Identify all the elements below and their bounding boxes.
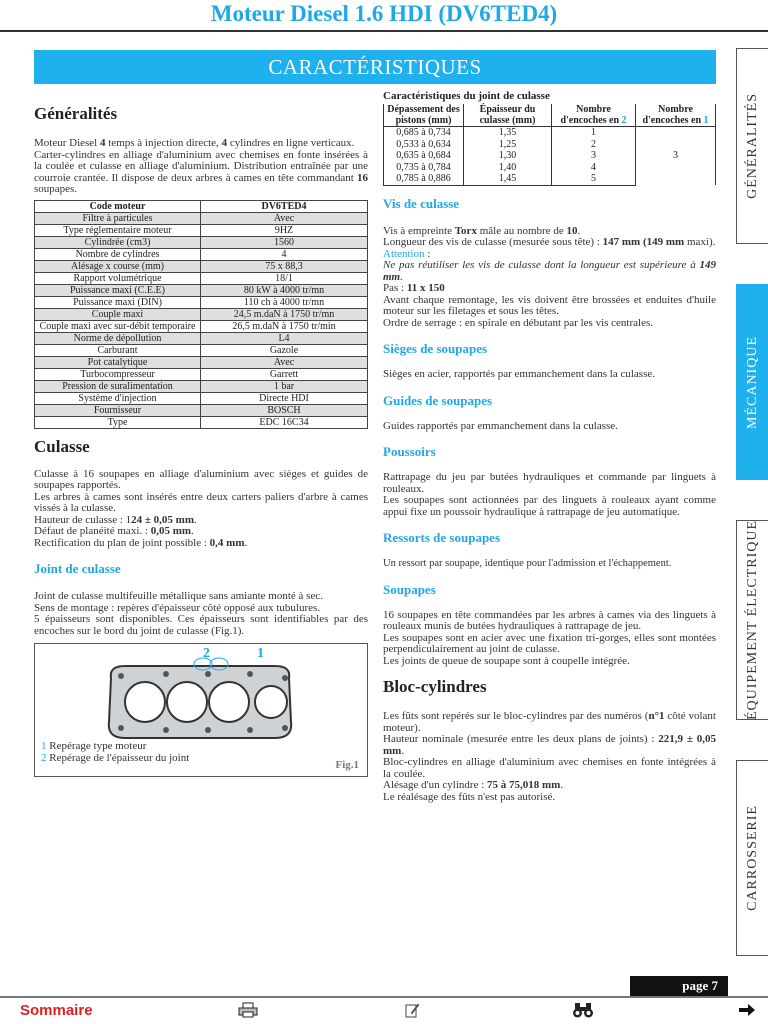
figure-1: [34, 643, 368, 777]
vis-attention: Attention :: [383, 247, 431, 260]
vis-paragraph-6: Ordre de serrage : en spirale en débutant par les vis centrales.: [383, 316, 653, 329]
spec-value: 75 x 88,3: [201, 260, 368, 272]
side-tab-generalites[interactable]: [736, 48, 768, 244]
figure-label: Fig.1: [335, 759, 359, 771]
joint-cell: 0,685 à 0,734: [384, 127, 464, 139]
spec-value: 4: [201, 248, 368, 260]
table-row: [35, 224, 368, 236]
table-row: [35, 404, 368, 416]
spec-key: Pot catalytique: [35, 356, 201, 368]
joint-paragraph-3: 5 épaisseurs sont disponibles. Ces épaisseurs sont identifiables par des encoches sur le bord du joint de culasse (Fig.1).: [34, 613, 368, 637]
joint-col-epaisseur: Épaisseur du culasse (mm): [464, 104, 552, 127]
poussoirs-paragraph-1: Rattrapage du jeu par butées hydrauliques et commande par linguets à rouleaux.: [383, 471, 716, 495]
spec-key: Pression de suralimentation: [35, 380, 201, 392]
bloc-paragraph-3: Bloc-cylindres en alliage d'aluminium avec chemises en fonte intégrées à la coulée.: [383, 756, 716, 780]
table-row: [35, 368, 368, 380]
table-row: [35, 392, 368, 404]
joint-cell: 0,785 à 0,886: [384, 173, 464, 185]
side-tab-mecanique[interactable]: [736, 284, 768, 480]
table-row: [35, 344, 368, 356]
joint-cell-encoches-1: 3: [636, 127, 716, 186]
side-tab-label: GÉNÉRALITÉS: [744, 93, 760, 199]
left-column: [34, 100, 368, 777]
joint-col-depassement: Dépassement des pistons (mm): [384, 104, 464, 127]
footer-rule: [0, 996, 768, 998]
sieges-heading: Sièges de soupapes: [383, 341, 488, 356]
poussoirs-heading: Poussoirs: [383, 444, 436, 459]
culasse-heading: Culasse: [34, 436, 90, 456]
bloc-paragraph-1: Les fûts sont repérés sur le bloc-cylindres par des numéros (n°1 côté volant moteur).: [383, 710, 716, 734]
spec-value: 1 bar: [201, 380, 368, 392]
generalites-paragraph-2: Carter-cylindres en alliage d'aluminium avec chemises en fonte insérées à la coulée et culasse en alliage d'aluminium. Distribution entraînée par une courroie crantée. Il dispose de deux arbres à cames en tête commandant 16 soupapes.: [34, 148, 368, 195]
next-arrow-icon: [738, 1003, 756, 1017]
vis-paragraph-1: Vis à empreinte Torx mâle au nombre de 10.: [383, 224, 581, 237]
generalites-paragraph-1: Moteur Diesel 4 temps à injection directe, 4 cylindres en ligne verticaux.: [34, 137, 355, 149]
table-row: [35, 284, 368, 296]
spec-value: Garrett: [201, 368, 368, 380]
figure-caption: 1 Repérage type moteur 2 Repérage de l'épaisseur du joint: [41, 740, 190, 764]
culasse-flatness: Défaut de planéité maxi. : 0,05 mm.: [34, 525, 194, 537]
joint-table-title: Caractéristiques du joint de culasse: [383, 90, 550, 102]
table-row: [35, 308, 368, 320]
joint-cell: 1,45: [464, 173, 552, 185]
spec-key: Rapport volumétrique: [35, 272, 201, 284]
next-page-button[interactable]: [738, 999, 756, 1021]
figure-marker-2: 2: [203, 646, 210, 661]
table-row: [35, 236, 368, 248]
table-row: [384, 127, 716, 139]
spec-key: Norme de dépollution: [35, 332, 201, 344]
spec-header-key: Code moteur: [35, 200, 201, 212]
right-column: [383, 90, 716, 803]
figure-marker-1: 1: [257, 646, 264, 661]
culasse-rectification: Rectification du plan de joint possible : 0,4 mm.: [34, 536, 248, 549]
spec-key: Filtre à particules: [35, 212, 201, 224]
spec-key: Puissance maxi (C.E.E): [35, 284, 201, 296]
guides-paragraph-1: Guides rapportés par emmanchement dans la culasse.: [383, 419, 618, 432]
joint-paragraph-2: Sens de montage : repères d'épaisseur côté opposé aux tubulures.: [34, 601, 321, 614]
bloc-cylindres-heading: Bloc-cylindres: [383, 677, 487, 696]
spec-header-value: DV6TED4: [201, 200, 368, 212]
vis-paragraph-3: Ne pas réutiliser les vis de culasse dont la longueur est supérieure à 149 mm.: [383, 259, 716, 283]
side-tab-label: MÉCANIQUE: [744, 335, 760, 429]
spec-value: 9HZ: [201, 224, 368, 236]
joint-cell: 1,25: [464, 139, 552, 151]
table-row: [35, 272, 368, 284]
print-button[interactable]: [238, 999, 258, 1021]
vis-paragraph-4: Pas : 11 x 150: [383, 282, 445, 294]
poussoirs-paragraph-2: Les soupapes sont actionnées par des linguets à rouleaux ayant comme appui fixe un poussoir hydraulique à rattrapage de jeu automatique.: [383, 494, 716, 518]
spec-value: 110 ch à 4000 tr/mn: [201, 296, 368, 308]
side-tab-label: ÉQUIPEMENT ÉLECTRIQUE: [744, 520, 760, 720]
soupapes-paragraph-1: 16 soupapes en tête commandées par les arbres à cames via des linguets à rouleaux munis de butées hydrauliques à rattrapage de jeu.: [383, 608, 716, 632]
joint-cell: 3: [552, 150, 636, 162]
soupapes-heading: Soupapes: [383, 581, 436, 597]
joint-cell: 1,35: [464, 127, 552, 139]
joint-cell: 5: [552, 173, 636, 185]
vis-paragraph-5: Avant chaque remontage, les vis doivent être brossées et enduites d'huile moteur sur les filetages et sous les têtes.: [383, 293, 716, 317]
side-tab-equipement-electrique[interactable]: [736, 520, 768, 720]
joint-heading: Joint de culasse: [34, 561, 121, 576]
spec-value: 1560: [201, 236, 368, 248]
joint-cell: 0,735 à 0,784: [384, 162, 464, 174]
table-row: [35, 332, 368, 344]
spec-key: Carburant: [35, 344, 201, 356]
joint-cell: 1: [552, 127, 636, 139]
vis-paragraph-2: Longueur des vis de culasse (mesurée sous tête) : 147 mm (149 mm maxi).: [383, 236, 716, 248]
spec-value: 80 kW à 4000 tr/mn: [201, 284, 368, 296]
guides-heading: Guides de soupapes: [383, 392, 493, 408]
print-icon: [238, 1002, 258, 1018]
table-row: [35, 212, 368, 224]
edit-button[interactable]: [404, 999, 420, 1021]
spec-value: L4: [201, 332, 368, 344]
binoculars-icon: [572, 1002, 594, 1018]
sieges-paragraph-1: Sièges en acier, rapportés par emmanchement dans la culasse.: [383, 368, 656, 380]
engine-spec-table: [34, 200, 368, 429]
joint-cell: 1,40: [464, 162, 552, 174]
table-row: [35, 260, 368, 272]
table-row: [35, 320, 368, 332]
bloc-paragraph-4: Alésage d'un cylindre : 75 à 75,018 mm.: [383, 779, 564, 791]
spec-key: Couple maxi avec sur-débit temporaire: [35, 320, 201, 332]
spec-value: Directe HDI: [201, 392, 368, 404]
culasse-paragraph-2: Les arbres à cames sont insérés entre deux carters paliers d'arbre à cames vissés à la culasse.: [34, 490, 368, 514]
spec-key: Fournisseur: [35, 404, 201, 416]
joint-paragraph-1: Joint de culasse multifeuille métallique sans amiante monté à sec.: [34, 590, 323, 602]
spec-value: Gazole: [201, 344, 368, 356]
ressorts-heading: Ressorts de soupapes: [383, 530, 501, 545]
soupapes-paragraph-2: Les soupapes sont en acier avec une fixation tri-gorges, elles sont montées perpendiculairement au joint de culasse.: [383, 631, 716, 655]
spec-key: Nombre de cylindres: [35, 248, 201, 260]
title-rule: [0, 30, 768, 32]
culasse-paragraph-1: Culasse à 16 soupapes en alliage d'aluminium avec sièges et guides de soupapes rapportés.: [34, 467, 368, 491]
sommaire-link[interactable]: Sommaire: [20, 1001, 93, 1019]
table-row: [35, 356, 368, 368]
table-row: [35, 416, 368, 428]
spec-key: Type réglementaire moteur: [35, 224, 201, 236]
section-banner: CARACTÉRISTIQUES: [34, 50, 716, 84]
spec-value: EDC 16C34: [201, 416, 368, 428]
joint-cell: 2: [552, 139, 636, 151]
spec-value: Avec: [201, 212, 368, 224]
page-number: page 7: [630, 976, 728, 996]
bloc-paragraph-2: Hauteur nominale (mesurée entre les deux plans de joints) : 221,9 ± 0,05 mm.: [383, 733, 716, 757]
spec-value: 18/1: [201, 272, 368, 284]
side-tab-carrosserie[interactable]: [736, 760, 768, 956]
head-gasket-illustration: [99, 656, 299, 748]
spec-key: Type: [35, 416, 201, 428]
document-title: Moteur Diesel 1.6 HDI (DV6TED4): [210, 1, 558, 26]
joint-cell: 0,533 à 0,634: [384, 139, 464, 151]
spec-key: Turbocompresseur: [35, 368, 201, 380]
spec-key: Système d'injection: [35, 392, 201, 404]
joint-col-encoches-1: Nombre d'encoches en 1: [636, 104, 716, 127]
spec-value: BOSCH: [201, 404, 368, 416]
side-tab-label: CARROSSERIE: [744, 805, 760, 911]
joint-cell: 1,30: [464, 150, 552, 162]
joint-col-encoches-2: Nombre d'encoches en 2: [552, 104, 636, 127]
bloc-paragraph-5: Le réalésage des fûts n'est pas autorisé.: [383, 790, 556, 803]
spec-value: 26,5 m.daN à 1750 tr/min: [201, 320, 368, 332]
soupapes-paragraph-3: Les joints de queue de soupape sont à coupelle intégrée.: [383, 654, 630, 667]
ressorts-paragraph-1: Un ressort par soupape, identique pour l'admission et l'échappement.: [383, 558, 672, 569]
table-row: [35, 248, 368, 260]
table-row: [35, 380, 368, 392]
joint-cell: 0,635 à 0,684: [384, 150, 464, 162]
joint-thickness-table: [383, 104, 716, 186]
search-button[interactable]: [572, 999, 594, 1021]
spec-key: Alésage x course (mm): [35, 260, 201, 272]
spec-key: Couple maxi: [35, 308, 201, 320]
table-row: [35, 296, 368, 308]
culasse-height: Hauteur de culasse : 124 ± 0,05 mm.: [34, 513, 197, 526]
spec-value: Avec: [201, 356, 368, 368]
spec-value: 24,5 m.daN à 1750 tr/mn: [201, 308, 368, 320]
spec-key: Cylindrée (cm3): [35, 236, 201, 248]
joint-cell: 4: [552, 162, 636, 174]
generalites-heading: Généralités: [34, 104, 118, 123]
edit-icon: [404, 1002, 420, 1018]
vis-heading: Vis de culasse: [383, 195, 460, 211]
spec-key: Puissance maxi (DIN): [35, 296, 201, 308]
